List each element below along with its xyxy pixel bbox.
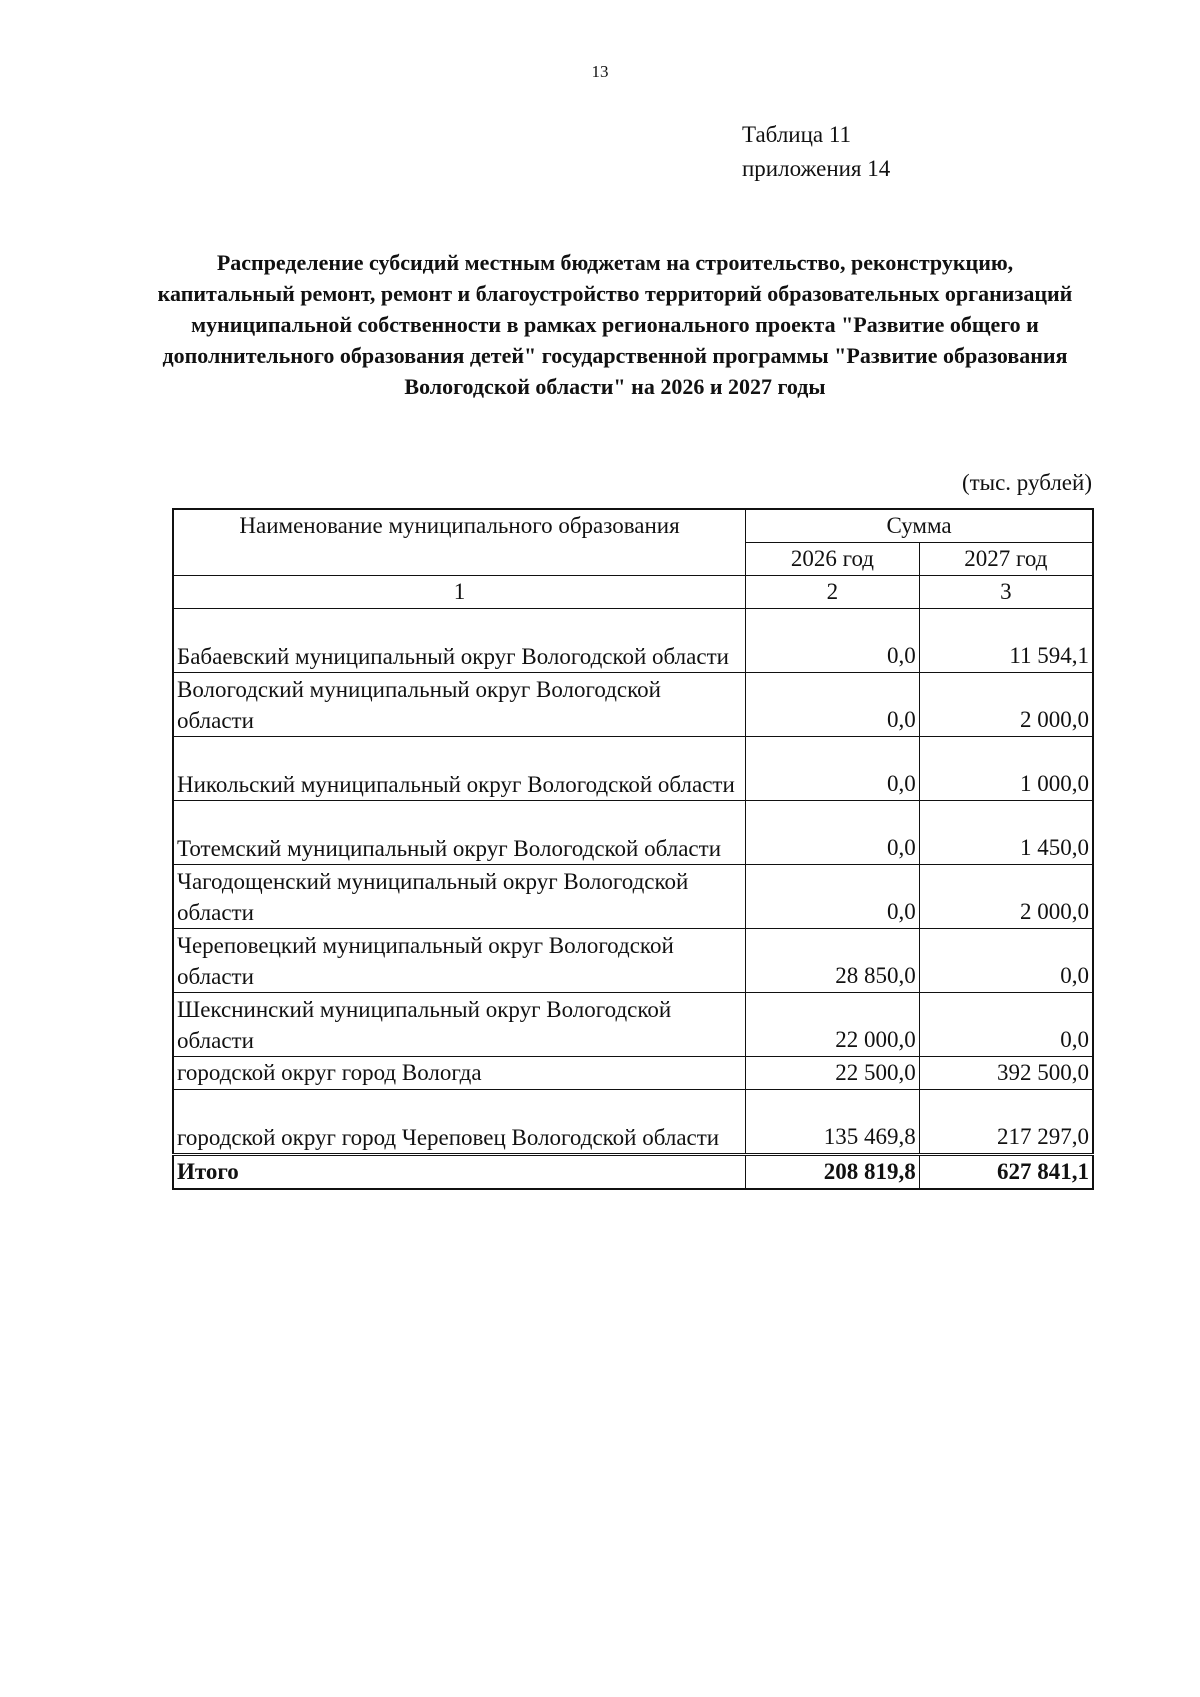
row-value-2026: 28 850,0 [746,929,920,993]
row-value-2026: 0,0 [746,865,920,929]
total-value-2027: 627 841,1 [919,1155,1093,1190]
row-name: городской округ город Череповец Вологодской области [173,1090,746,1155]
row-name: Череповецкий муниципальный округ Вологодской области [173,929,746,993]
row-value-2027: 1 450,0 [919,801,1093,865]
row-value-2027: 217 297,0 [919,1090,1093,1155]
col-number: 2 [746,576,920,609]
row-value-2026: 0,0 [746,673,920,737]
row-name: городской округ город Вологда [173,1057,746,1090]
table-row [173,609,1093,673]
row-value-2027: 0,0 [919,929,1093,993]
row-value-2026: 0,0 [746,737,920,801]
row-value-2026: 22 000,0 [746,993,920,1057]
row-value-2027: 0,0 [919,993,1093,1057]
table-row [173,1057,1093,1090]
units-label: (тыс. рублей) [961,470,1092,495]
total-label: Итого [173,1155,746,1190]
total-value-2026: 208 819,8 [746,1155,920,1190]
document-title: Распределение субсидий местным бюджетам на строительство, реконструкцию, капитальный ремонт, ремонт и благоустройство территорий образовательных организаций муниципальной собственности в рамках регионального проекта "Развитие общего и дополнительного образования детей" государственной программы "Развитие образования Вологодской области" на 2026 и 2027 годы [157,250,1073,399]
page-number: 13 [591,62,609,81]
row-name: Чагодощенский муниципальный округ Вологодской области [173,865,746,929]
col-number: 3 [919,576,1093,609]
table-row [173,929,1093,993]
header-2027: 2027 год [919,543,1093,576]
row-value-2026: 22 500,0 [746,1057,920,1090]
col-number: 1 [173,576,746,609]
table-row [173,1090,1093,1155]
header-sum: Сумма [746,509,1093,543]
subsidy-table [172,508,1094,1190]
row-value-2026: 0,0 [746,801,920,865]
row-name: Шекснинский муниципальный округ Вологодской области [173,993,746,1057]
row-value-2026: 0,0 [746,609,920,673]
row-name: Бабаевский муниципальный округ Вологодской области [173,609,746,673]
table-row [173,865,1093,929]
table-row [173,737,1093,801]
row-value-2027: 2 000,0 [919,865,1093,929]
table-row [173,673,1093,737]
table-reference-line1: Таблица 11 [742,122,852,147]
row-value-2026: 135 469,8 [746,1090,920,1155]
total-row [173,1155,1093,1190]
table-row [173,801,1093,865]
table-row [173,993,1093,1057]
header-2026: 2026 год [746,543,920,576]
row-value-2027: 1 000,0 [919,737,1093,801]
row-name: Никольский муниципальный округ Вологодской области [173,737,746,801]
row-name: Тотемский муниципальный округ Вологодской области [173,801,746,865]
row-value-2027: 392 500,0 [919,1057,1093,1090]
row-value-2027: 11 594,1 [919,609,1093,673]
row-name: Вологодский муниципальный округ Вологодской области [173,673,746,737]
table-reference-line2: приложения 14 [742,156,891,181]
header-name: Наименование муниципального образования [173,509,746,576]
row-value-2027: 2 000,0 [919,673,1093,737]
table-reference [742,118,890,186]
